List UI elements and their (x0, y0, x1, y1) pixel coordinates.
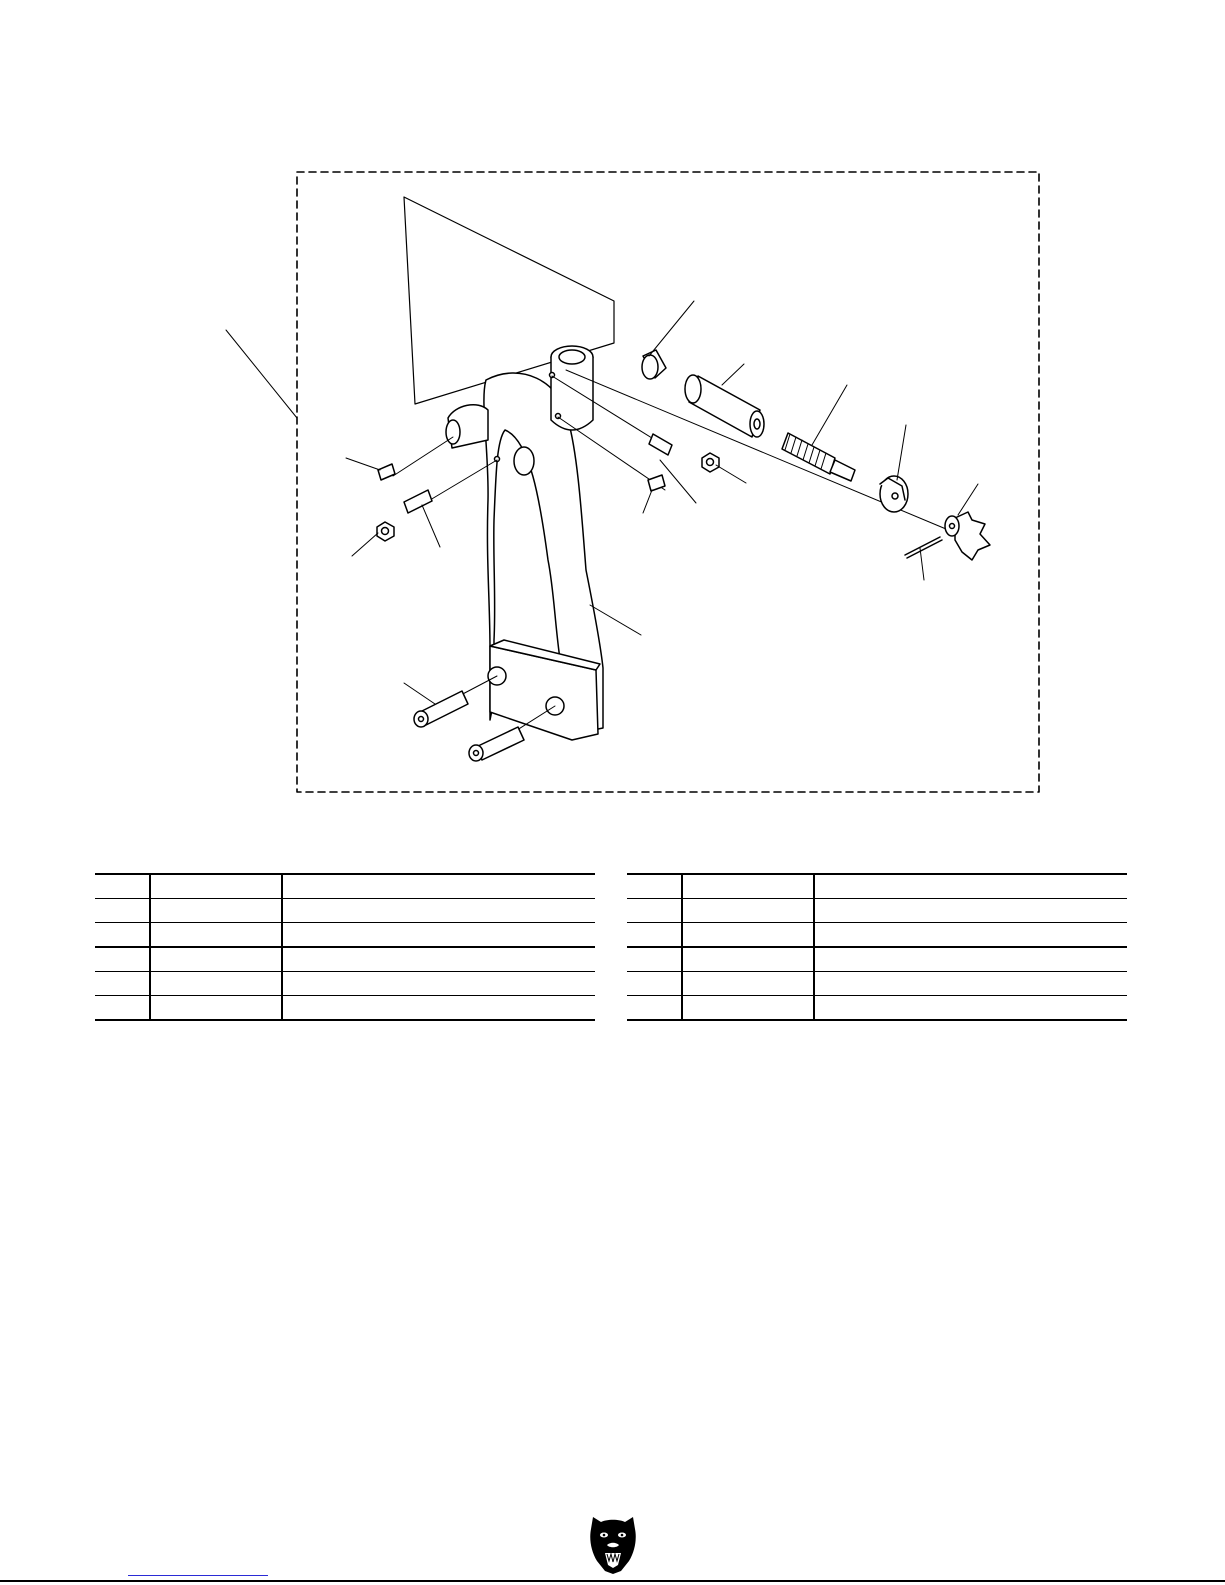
table-row (627, 874, 1127, 899)
table-row (95, 923, 595, 948)
diagram-frame (297, 172, 1039, 792)
table-row (627, 996, 1127, 1021)
table-row (95, 899, 595, 923)
table-row (95, 972, 595, 996)
bear-head-icon (587, 1513, 639, 1575)
table-row (627, 947, 1127, 972)
parts-table-right (627, 873, 1127, 1021)
cap-screw (469, 727, 524, 761)
table-row (95, 996, 595, 1021)
table-row (627, 899, 1127, 923)
callout-leaders (226, 301, 978, 704)
table-row (95, 874, 595, 899)
footer-link[interactable] (128, 1575, 268, 1576)
arm (446, 346, 603, 740)
cap-screw (414, 691, 468, 727)
parts-table-left (95, 873, 595, 1021)
footer-rule (0, 1580, 1225, 1582)
table-row (627, 923, 1127, 948)
table-row (95, 947, 595, 972)
table-row (627, 972, 1127, 996)
